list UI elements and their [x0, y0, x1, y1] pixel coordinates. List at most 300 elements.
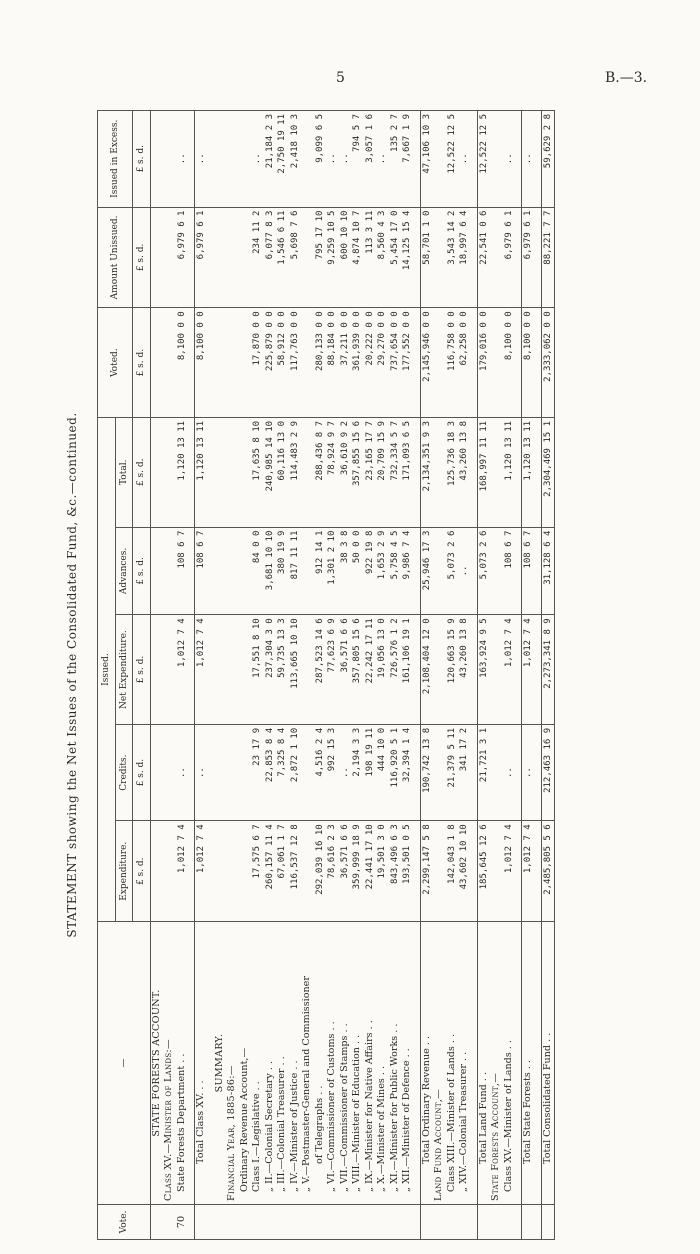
amount-cell: 794 5 7 — [351, 111, 364, 208]
header-issued-in-excess: Issued in Excess. — [98, 111, 133, 208]
table-row — [401, 111, 414, 1240]
amount-cell — [214, 207, 227, 308]
description-cell: of Telegraphs . . — [314, 922, 327, 1205]
amount-cell: 84 0 0 — [251, 527, 264, 615]
description-cell: Ordinary Revenue Account,— — [239, 922, 252, 1205]
amount-cell: 5,454 17 0 — [389, 207, 402, 308]
amount-cell: 161,106 19 1 — [401, 615, 414, 725]
amount-cell — [163, 308, 176, 418]
description-cell: Class XV.—Minister of Lands:— — [163, 922, 176, 1205]
amount-cell — [301, 615, 314, 725]
amount-cell: 36,571 6 6 — [339, 615, 352, 725]
amount-cell — [301, 308, 314, 418]
amount-cell — [433, 308, 446, 418]
amount-cell: 29,270 0 0 — [376, 308, 389, 418]
description-cell: „ III.—Colonial Treasurer . . — [276, 922, 289, 1205]
amount-cell: 444 10 0 — [376, 724, 389, 820]
amount-cell: 6,979 6 1 — [522, 207, 535, 308]
amount-cell: 22,853 8 4 — [264, 724, 277, 820]
amount-cell: 179,016 0 0 — [477, 308, 490, 418]
amount-cell — [214, 615, 227, 725]
section-heading-row — [150, 111, 163, 1240]
rotated-statement — [65, 110, 700, 1240]
amount-cell: 21,184 2 3 — [264, 111, 277, 208]
amount-cell — [214, 111, 227, 208]
amount-cell: 2,872 1 10 — [289, 724, 302, 820]
vote-cell — [195, 1204, 208, 1239]
header-description: — — [98, 922, 151, 1205]
amount-cell: 36,571 6 6 — [339, 821, 352, 922]
amount-cell: .. — [251, 111, 264, 208]
amount-cell: 19,056 13 0 — [376, 615, 389, 725]
amount-cell: 43,260 13 8 — [458, 615, 471, 725]
amount-cell: 125,736 18 3 — [446, 417, 459, 527]
amount-cell: 163,924 9 5 — [477, 615, 490, 725]
total-row — [541, 111, 555, 1240]
header-total: Total. — [115, 417, 133, 527]
amount-cell: 1,120 13 11 — [503, 417, 516, 527]
amount-cell: 193,501 0 5 — [401, 821, 414, 922]
description-cell: State Forests Department . . — [176, 922, 189, 1205]
amount-cell: 50 0 0 — [351, 527, 364, 615]
lsd-header: £ s. d. — [133, 207, 151, 308]
amount-cell: 359,999 18 9 — [351, 821, 364, 922]
description-cell: Total Class XV. . . — [195, 922, 208, 1205]
header-vote: Vote. — [98, 1204, 151, 1239]
amount-cell — [214, 527, 227, 615]
amount-cell: 1,012 7 4 — [522, 615, 535, 725]
amount-cell — [226, 615, 239, 725]
header-expenditure: Expenditure. — [115, 821, 133, 922]
amount-cell: 198 19 11 — [364, 724, 377, 820]
vote-cell — [389, 1204, 402, 1239]
vote-cell — [339, 1204, 352, 1239]
amount-cell: 737,654 0 0 — [389, 308, 402, 418]
amount-cell: 732,334 5 7 — [389, 417, 402, 527]
vote-cell — [314, 1204, 327, 1239]
amount-cell — [433, 111, 446, 208]
amount-cell: 843,496 6 3 — [389, 821, 402, 922]
amount-cell — [239, 207, 252, 308]
table-row — [458, 111, 471, 1240]
amount-cell — [239, 724, 252, 820]
description-cell: State Forests Account,— — [490, 922, 503, 1205]
table-row — [364, 111, 377, 1240]
amount-cell: 38 3 8 — [339, 527, 352, 615]
amount-cell: 20,709 15 9 — [376, 417, 389, 527]
amount-cell — [226, 308, 239, 418]
amount-cell: 1,012 7 4 — [176, 615, 189, 725]
amount-cell: 108 6 7 — [195, 527, 208, 615]
amount-cell — [163, 111, 176, 208]
amount-cell: 17,635 8 10 — [251, 417, 264, 527]
amount-cell: 922 19 8 — [364, 527, 377, 615]
amount-cell — [226, 111, 239, 208]
amount-cell: 2,273,341 8 9 — [541, 615, 555, 725]
amount-cell: 1,012 7 4 — [522, 821, 535, 922]
amount-cell — [226, 527, 239, 615]
amount-cell — [239, 821, 252, 922]
description-cell: „ V.—Postmaster-General and Commissioner — [301, 922, 314, 1205]
lsd-header: £ s. d. — [133, 615, 151, 725]
amount-cell: 88,221 7 7 — [541, 207, 555, 308]
amount-cell: 21,721 3 1 — [477, 724, 490, 820]
amount-cell: 795 17 10 — [314, 207, 327, 308]
amount-cell: 6,077 8 3 — [264, 207, 277, 308]
amount-cell: 37,211 0 0 — [339, 308, 352, 418]
amount-cell: 212,463 16 9 — [541, 724, 555, 820]
vote-cell — [401, 1204, 414, 1239]
amount-cell: 234 11 2 — [251, 207, 264, 308]
amount-cell: 1,301 2 10 — [326, 527, 339, 615]
amount-cell: 280,133 0 0 — [314, 308, 327, 418]
header-net-expenditure: Net Expenditure. — [115, 615, 133, 725]
amount-cell — [150, 615, 163, 725]
amount-cell: 8,560 4 3 — [376, 207, 389, 308]
table-row — [176, 111, 189, 1240]
amount-cell: 18,997 6 4 — [458, 207, 471, 308]
amount-cell: 5,073 2 6 — [477, 527, 490, 615]
amount-cell: 7,325 8 4 — [276, 724, 289, 820]
total-row — [477, 111, 490, 1240]
amount-cell — [150, 308, 163, 418]
description-cell: STATE FORESTS ACCOUNT. — [150, 922, 163, 1205]
amount-cell: 2,145,946 0 0 — [420, 308, 433, 418]
description-cell: Total Ordinary Revenue . . — [420, 922, 433, 1205]
amount-cell — [301, 417, 314, 527]
table-row — [446, 111, 459, 1240]
amount-cell: 120,663 15 9 — [446, 615, 459, 725]
description-cell: „ XIV.—Colonial Treasurer . . — [458, 922, 471, 1205]
table-row — [490, 111, 503, 1240]
amount-cell: 2,418 10 3 — [289, 111, 302, 208]
table-row — [376, 111, 389, 1240]
amount-cell: 67,061 1 7 — [276, 821, 289, 922]
amount-cell: 3,681 10 10 — [264, 527, 277, 615]
amount-cell — [301, 821, 314, 922]
amount-cell: 114,483 2 9 — [289, 417, 302, 527]
description-cell: „ X.—Minister of Mines . . — [376, 922, 389, 1205]
amount-cell — [163, 615, 176, 725]
amount-cell: 287,523 14 6 — [314, 615, 327, 725]
vote-cell — [301, 1204, 314, 1239]
description-cell: Total Land Fund . . — [477, 922, 490, 1205]
amount-cell: 292,039 16 10 — [314, 821, 327, 922]
description-cell: „ VII.—Commissioner of Stamps . . — [339, 922, 352, 1205]
amount-cell: 47,106 10 3 — [420, 111, 433, 208]
amount-cell: 1,012 7 4 — [195, 615, 208, 725]
amount-cell — [433, 527, 446, 615]
amount-cell: 135 2 7 — [389, 111, 402, 208]
amount-cell: 36,610 9 2 — [339, 417, 352, 527]
amount-cell — [226, 724, 239, 820]
amount-cell: 2,485,805 5 6 — [541, 821, 555, 922]
amount-cell: 9,259 10 5 — [326, 207, 339, 308]
description-cell: Class XV.—Minister of Lands . . — [503, 922, 516, 1205]
amount-cell — [239, 527, 252, 615]
lsd-header: £ s. d. — [133, 724, 151, 820]
vote-cell — [264, 1204, 277, 1239]
amount-cell — [490, 615, 503, 725]
amount-cell: 113,665 10 10 — [289, 615, 302, 725]
amount-cell: 1,012 7 4 — [503, 615, 516, 725]
amount-cell — [150, 821, 163, 922]
amount-cell — [150, 527, 163, 615]
amount-cell: 25,946 17 3 — [420, 527, 433, 615]
amount-cell: .. — [176, 724, 189, 820]
amount-cell: 5,073 2 6 — [446, 527, 459, 615]
amount-cell: 357,855 15 6 — [351, 417, 364, 527]
amount-cell: 8,100 0 0 — [522, 308, 535, 418]
amount-cell: 59,629 2 8 — [541, 111, 555, 208]
description-cell: Land Fund Account,— — [433, 922, 446, 1205]
vote-cell — [226, 1204, 239, 1239]
vote-cell — [251, 1204, 264, 1239]
amount-cell: 17,551 8 10 — [251, 615, 264, 725]
amount-cell: 1,120 13 11 — [176, 417, 189, 527]
amount-cell — [163, 417, 176, 527]
amount-cell: 2,194 3 3 — [351, 724, 364, 820]
amount-cell: 32,394 1 4 — [401, 724, 414, 820]
header-issued: Issued. — [98, 417, 116, 921]
amount-cell — [301, 111, 314, 208]
amount-cell: 60,116 13 0 — [276, 417, 289, 527]
vote-cell — [503, 1204, 516, 1239]
amount-cell: 62,258 0 0 — [458, 308, 471, 418]
amount-cell: 237,304 3 0 — [264, 615, 277, 725]
amount-cell — [239, 111, 252, 208]
amount-cell: 240,985 14 10 — [264, 417, 277, 527]
amount-cell — [214, 308, 227, 418]
amount-cell: 12,522 12 5 — [477, 111, 490, 208]
amount-cell: 1,012 7 4 — [503, 821, 516, 922]
statement-table — [97, 110, 555, 1240]
vote-cell — [541, 1204, 555, 1239]
amount-cell — [301, 724, 314, 820]
table-row — [276, 111, 289, 1240]
amount-cell — [163, 207, 176, 308]
amount-cell: 992 15 3 — [326, 724, 339, 820]
amount-cell: 58,912 0 0 — [276, 308, 289, 418]
amount-cell: 3,057 1 6 — [364, 111, 377, 208]
description-cell: „ XI.—Minister for Public Works . . — [389, 922, 402, 1205]
description-cell: „ VI.—Commissioner of Customs . . — [326, 922, 339, 1205]
amount-cell — [150, 111, 163, 208]
amount-cell: .. — [522, 111, 535, 208]
amount-cell: 380 19 9 — [276, 527, 289, 615]
total-row — [420, 111, 433, 1240]
lsd-header: £ s. d. — [133, 417, 151, 527]
page-number: 5 — [336, 70, 345, 86]
amount-cell: 8,100 0 0 — [176, 308, 189, 418]
statement-title: STATEMENT showing the Net Issues of the Consolidated Fund, &c.—continued. — [65, 412, 79, 938]
amount-cell: 168,997 11 11 — [477, 417, 490, 527]
amount-cell: .. — [522, 724, 535, 820]
amount-cell — [433, 207, 446, 308]
amount-cell: 116,920 5 1 — [389, 724, 402, 820]
amount-cell: 1,120 13 11 — [195, 417, 208, 527]
amount-cell — [150, 417, 163, 527]
description-cell: Class XIII.—Minister of Lands . . — [446, 922, 459, 1205]
vote-cell — [214, 1204, 227, 1239]
page-reference: B.—3. — [605, 70, 648, 86]
vote-cell — [522, 1204, 535, 1239]
amount-cell: 77,623 6 9 — [326, 615, 339, 725]
table-row — [239, 111, 252, 1240]
amount-cell: .. — [339, 111, 352, 208]
amount-cell: 5,758 4 5 — [389, 527, 402, 615]
amount-cell — [239, 417, 252, 527]
amount-cell: 341 17 2 — [458, 724, 471, 820]
description-cell: „ IV.—Minister of Justice . . — [289, 922, 302, 1205]
lsd-header: £ s. d. — [133, 111, 151, 208]
table-row — [314, 111, 327, 1240]
header-advances: Advances. — [115, 527, 133, 615]
amount-cell: 88,184 0 0 — [326, 308, 339, 418]
amount-cell: 3,543 14 2 — [446, 207, 459, 308]
amount-cell: 2,333,062 0 0 — [541, 308, 555, 418]
amount-cell — [150, 207, 163, 308]
amount-cell: 361,939 0 0 — [351, 308, 364, 418]
amount-cell: 1,012 7 4 — [195, 821, 208, 922]
amount-cell: 78,616 2 3 — [326, 821, 339, 922]
description-cell: „ II.—Colonial Secretary . . — [264, 922, 277, 1205]
amount-cell — [150, 724, 163, 820]
amount-cell: .. — [326, 111, 339, 208]
amount-cell: 116,758 0 0 — [446, 308, 459, 418]
amount-cell: 19,501 3 0 — [376, 821, 389, 922]
amount-cell: 2,108,404 12 0 — [420, 615, 433, 725]
amount-cell — [214, 821, 227, 922]
amount-cell: 8,100 0 0 — [503, 308, 516, 418]
description-cell: Total State Forests . . — [522, 922, 535, 1205]
table-row — [301, 111, 314, 1240]
amount-cell: 2,304,469 15 1 — [541, 417, 555, 527]
amount-cell: 58,701 1 0 — [420, 207, 433, 308]
amount-cell — [226, 821, 239, 922]
amount-cell: 190,742 13 8 — [420, 724, 433, 820]
header-voted: Voted. — [98, 308, 133, 418]
statement-body — [150, 111, 555, 1240]
amount-cell — [433, 821, 446, 922]
amount-cell: 817 11 11 — [289, 527, 302, 615]
amount-cell: 113 3 11 — [364, 207, 377, 308]
amount-cell: 31,128 6 4 — [541, 527, 555, 615]
amount-cell — [163, 527, 176, 615]
amount-cell — [239, 615, 252, 725]
table-row — [339, 111, 352, 1240]
amount-cell: 22,541 0 6 — [477, 207, 490, 308]
amount-cell — [490, 308, 503, 418]
vote-cell — [351, 1204, 364, 1239]
amount-cell: 9,986 7 4 — [401, 527, 414, 615]
amount-cell: 6,979 6 1 — [195, 207, 208, 308]
amount-cell: 12,522 12 5 — [446, 111, 459, 208]
amount-cell: 108 6 7 — [176, 527, 189, 615]
amount-cell: 5,698 7 6 — [289, 207, 302, 308]
amount-cell: 4,874 10 7 — [351, 207, 364, 308]
amount-cell — [433, 615, 446, 725]
description-cell: „ XII.—Minister of Defence . . — [401, 922, 414, 1205]
amount-cell: 225,879 0 0 — [264, 308, 277, 418]
amount-cell: 22,242 17 11 — [364, 615, 377, 725]
amount-cell: 2,299,147 5 8 — [420, 821, 433, 922]
amount-cell: 912 14 1 — [314, 527, 327, 615]
vote-cell — [477, 1204, 490, 1239]
amount-cell — [490, 111, 503, 208]
lsd-header: £ s. d. — [133, 308, 151, 418]
amount-cell: 78,924 9 7 — [326, 417, 339, 527]
amount-cell — [214, 417, 227, 527]
description-cell: SUMMARY. — [214, 922, 227, 1205]
description-cell: Financial Year, 1885-86:— — [226, 922, 239, 1205]
amount-cell: .. — [458, 527, 471, 615]
header-amount-unissued: Amount Unissued. — [98, 207, 133, 308]
amount-cell: 116,537 12 8 — [289, 821, 302, 922]
amount-cell: 185,645 12 6 — [477, 821, 490, 922]
amount-cell — [239, 308, 252, 418]
amount-cell: 1,653 2 9 — [376, 527, 389, 615]
table-row — [163, 111, 176, 1240]
amount-cell: 6,979 6 1 — [503, 207, 516, 308]
amount-cell: 59,735 13 3 — [276, 615, 289, 725]
total-row — [195, 111, 208, 1240]
amount-cell: 108 6 7 — [522, 527, 535, 615]
table-row — [289, 111, 302, 1240]
vote-cell — [458, 1204, 471, 1239]
vote-cell: 70 — [176, 1204, 189, 1239]
amount-cell: 260,157 11 4 — [264, 821, 277, 922]
amount-cell: 14,125 15 4 — [401, 207, 414, 308]
amount-cell: 8,100 0 0 — [195, 308, 208, 418]
vote-cell — [276, 1204, 289, 1239]
amount-cell: 288,436 8 7 — [314, 417, 327, 527]
amount-cell: 17,575 6 7 — [251, 821, 264, 922]
amount-cell: 726,576 1 2 — [389, 615, 402, 725]
lsd-header: £ s. d. — [133, 821, 151, 922]
vote-cell — [376, 1204, 389, 1239]
description-cell: „ VIII.—Minister of Education . . — [351, 922, 364, 1205]
amount-cell: 6,979 6 1 — [176, 207, 189, 308]
amount-cell: 22,441 17 10 — [364, 821, 377, 922]
amount-cell: 23 17 9 — [251, 724, 264, 820]
amount-cell: 43,602 10 10 — [458, 821, 471, 922]
vote-cell — [239, 1204, 252, 1239]
amount-cell: 21,379 5 11 — [446, 724, 459, 820]
vote-cell — [420, 1204, 433, 1239]
amount-cell — [490, 417, 503, 527]
section-heading-row — [214, 111, 227, 1240]
amount-cell — [226, 417, 239, 527]
amount-cell: 20,222 0 0 — [364, 308, 377, 418]
description-cell: Class I.—Legislative . . — [251, 922, 264, 1205]
amount-cell: 1,120 13 11 — [522, 417, 535, 527]
amount-cell: 357,805 15 6 — [351, 615, 364, 725]
amount-cell — [433, 417, 446, 527]
amount-cell: .. — [503, 724, 516, 820]
vote-cell — [446, 1204, 459, 1239]
lsd-header: £ s. d. — [133, 527, 151, 615]
amount-cell: .. — [503, 111, 516, 208]
amount-cell: 177,552 0 0 — [401, 308, 414, 418]
amount-cell: 171,093 6 5 — [401, 417, 414, 527]
amount-cell: .. — [376, 111, 389, 208]
amount-cell: 23,165 17 7 — [364, 417, 377, 527]
table-row — [503, 111, 516, 1240]
amount-cell: 117,763 0 0 — [289, 308, 302, 418]
vote-cell — [163, 1204, 176, 1239]
header-credits: Credits. — [115, 724, 133, 820]
